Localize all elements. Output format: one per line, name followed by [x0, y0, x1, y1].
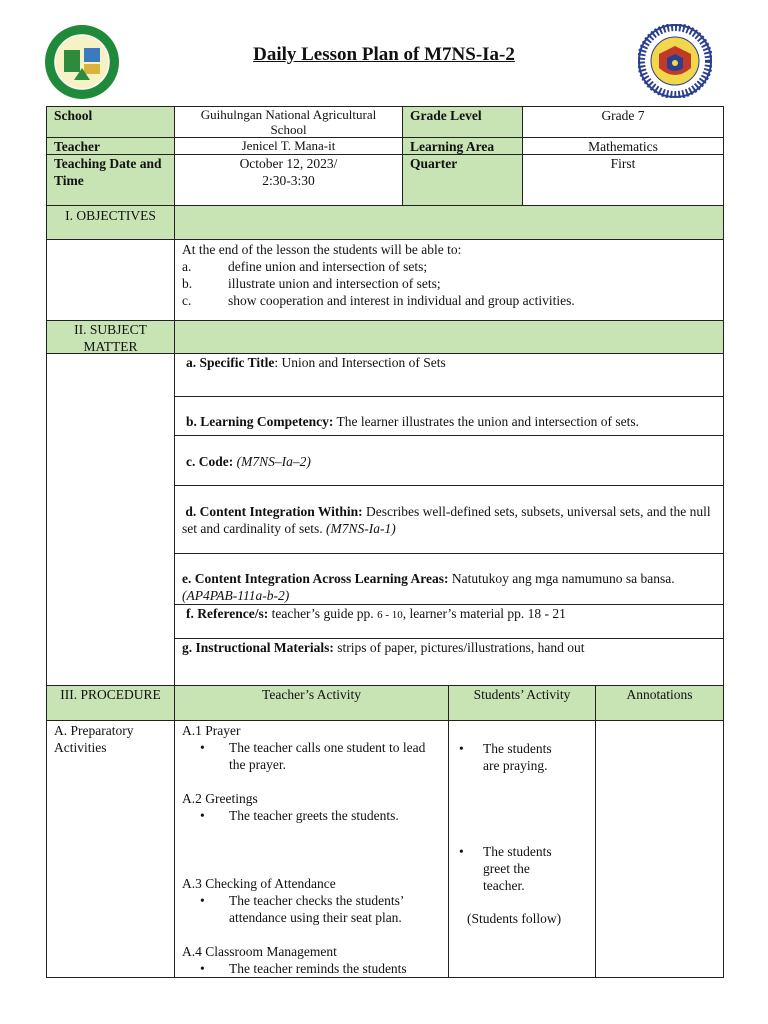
step-list — [182, 807, 441, 824]
page-title: Daily Lesson Plan of M7NS-Ia-2 — [253, 44, 515, 65]
objectives-heading-fill — [174, 205, 724, 240]
preparatory-activities-label: A. Preparatory Activities — [46, 720, 175, 978]
step-title: A.1 Prayer — [182, 723, 241, 738]
teacher-step: • The teacher reminds the students — [175, 960, 441, 977]
objectives-body — [174, 239, 724, 321]
learning-competency-row: b. Learning Competency: The learner illustrates the union and intersection of sets. — [174, 396, 724, 436]
student-step: • The students are praying. — [449, 740, 569, 774]
teacher-value: Jenicel T. Mana-it — [174, 137, 403, 155]
subject-matter-heading: II. SUBJECT MATTER — [46, 320, 175, 354]
objective-item: b. illustrate union and intersection of sets; — [182, 276, 441, 291]
grade-level-value: Grade 7 — [522, 106, 724, 138]
objective-item: a. define union and intersection of sets; — [182, 259, 428, 274]
step-title: A.4 Classroom Management — [182, 944, 337, 959]
student-step: • The students greet the teacher. — [449, 843, 565, 894]
annotations-header: Annotations — [595, 685, 724, 721]
teaching-date-label: Teaching Date and Time — [46, 154, 175, 206]
learning-area-value: Mathematics — [522, 137, 724, 155]
code-row: c. Code: (M7NS–Ia–2) — [174, 435, 724, 486]
teaching-date-value: October 12, 2023/ 2:30-3:30 — [174, 154, 403, 206]
school-logo — [44, 24, 120, 100]
content-within-row: d. Content Integration Within: Describes well-defined sets, subsets, universal sets, and the null set and cardinality of sets. (M7NS-Ia-1) — [174, 485, 724, 554]
step-title: A.2 Greetings — [182, 791, 258, 806]
teacher-step: • The teacher greets the students. — [175, 807, 441, 824]
objective-item: c. show cooperation and interest in individual and group activities. — [182, 293, 575, 308]
quarter-label: Quarter — [402, 154, 523, 206]
students-activity-column — [448, 720, 596, 978]
students-activity-header: Students’ Activity — [448, 685, 596, 721]
teacher-activity-column — [174, 720, 449, 978]
learning-area-label: Learning Area — [402, 137, 523, 155]
teacher-step: • The teacher checks the students’ attendance using their seat plan. — [175, 892, 441, 926]
teacher-label: Teacher — [46, 137, 175, 155]
references-row: f. Reference/s: teacher’s guide pp. 6 - 10, learner’s material pp. 18 - 21 — [174, 604, 724, 639]
objectives-heading: I. OBJECTIVES — [46, 205, 175, 240]
step-list — [182, 960, 441, 977]
objectives-left — [46, 239, 175, 321]
procedure-heading: III. PROCEDURE — [46, 685, 175, 721]
deped-logo — [638, 24, 712, 98]
deped-seal-logo-icon — [638, 24, 712, 98]
step-title: A.3 Checking of Attendance — [182, 876, 336, 891]
subject-matter-left — [46, 353, 175, 686]
teacher-activity-header: Teacher’s Activity — [174, 685, 449, 721]
school-value: Guihulngan National Agricultural School — [174, 106, 403, 138]
subject-matter-heading-fill — [174, 320, 724, 354]
school-seal-logo-icon — [44, 24, 120, 100]
quarter-value: First — [522, 154, 724, 206]
objectives-intro: At the end of the lesson the students will be able to: — [182, 242, 462, 257]
step-list — [182, 892, 441, 926]
school-label: School — [46, 106, 175, 138]
specific-title-row: a. Specific Title: Union and Intersection of Sets — [174, 353, 724, 397]
student-step: (Students follow) — [467, 911, 562, 926]
teacher-step: • The teacher calls one student to lead the prayer. — [175, 739, 441, 773]
content-across-row: e. Content Integration Across Learning Areas: Natutukoy ang mga namumuno sa bansa. (AP4PAB-111a-b-2) — [174, 553, 724, 605]
instructional-materials-row: g. Instructional Materials: strips of paper, pictures/illustrations, hand out — [174, 638, 724, 686]
annotations-column — [595, 720, 724, 978]
grade-level-label: Grade Level — [402, 106, 523, 138]
step-list — [182, 739, 441, 773]
